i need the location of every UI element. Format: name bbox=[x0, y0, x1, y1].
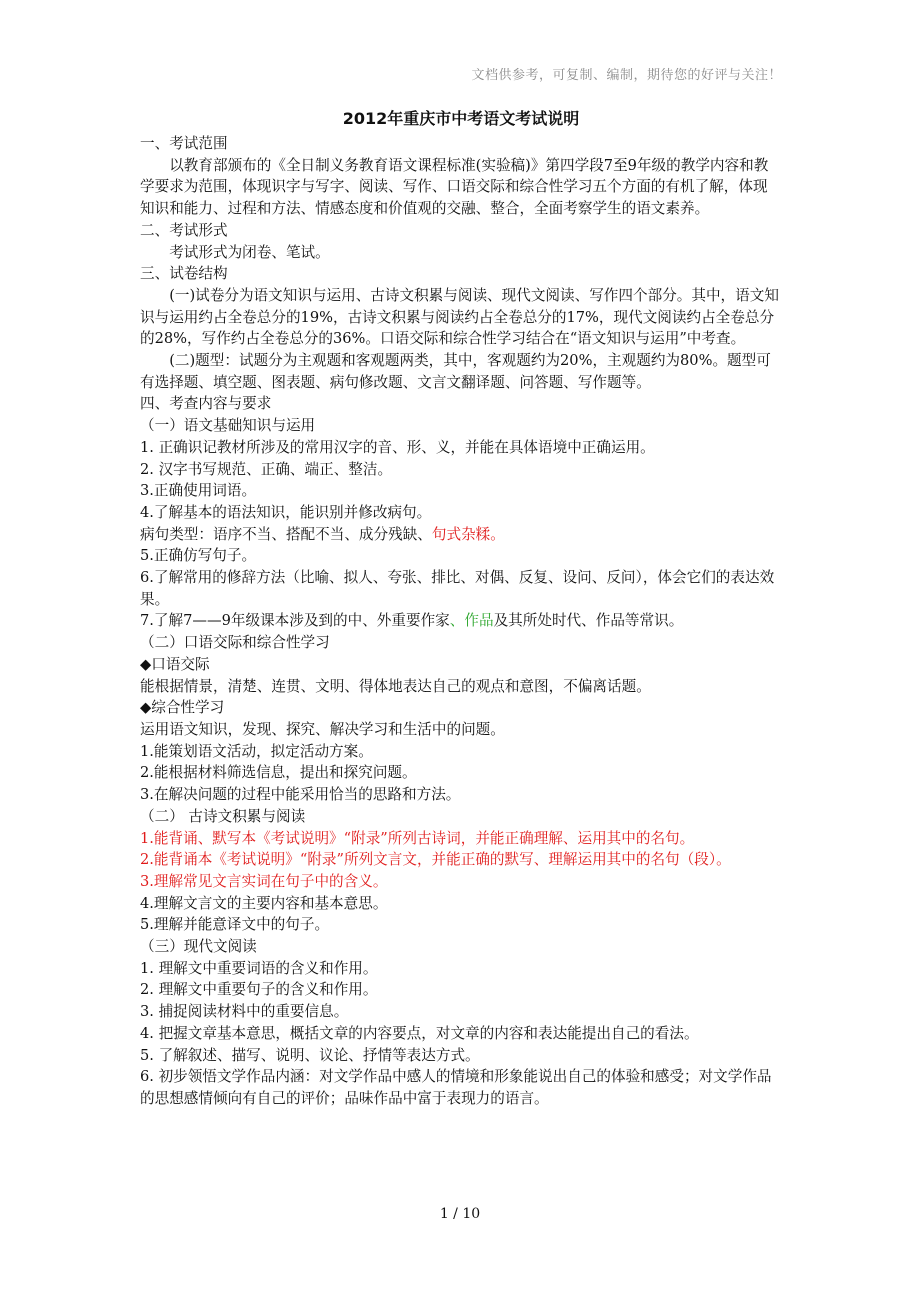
list-item: 2. 汉字书写规范、正确、端正、整洁。 bbox=[140, 460, 393, 478]
section-heading: 二、考试形式 bbox=[140, 221, 228, 239]
list-item-red: 2.能背诵本《考试说明》“附录”所列文言文，并能正确的默写、理解运用其中的名句（段）。 bbox=[140, 851, 731, 869]
list-item: 4.理解文言文的主要内容和基本意思。 bbox=[140, 894, 388, 912]
list-item bbox=[140, 610, 782, 632]
list-item: 5.正确仿写句子。 bbox=[140, 547, 257, 565]
paragraph: 考试形式为闭卷、笔试。 bbox=[169, 243, 330, 261]
list-item bbox=[140, 524, 782, 546]
list-item: 4.了解基本的语法知识，能识别并修改病句。 bbox=[140, 503, 432, 521]
bullet-heading: ◆综合性学习 bbox=[140, 699, 225, 717]
bullet-heading: ◆口语交际 bbox=[140, 655, 210, 673]
subsection-heading: （一）语文基础知识与运用 bbox=[140, 417, 316, 435]
subsection-heading: （三）现代文阅读 bbox=[140, 938, 257, 956]
section-heading: 四、考查内容与要求 bbox=[140, 395, 272, 413]
list-item: 6. 初步领悟文学作品内涵：对文学作品中感人的情境和形象能说出自己的体验和感受；对文学作品的思想感情倾向有自己的评价；品味作品中富于表现力的语言。 bbox=[140, 1068, 772, 1107]
subsection-heading: （二） 古诗文积累与阅读 bbox=[140, 807, 306, 825]
list-item: 5.理解并能意译文中的句子。 bbox=[140, 916, 330, 934]
paragraph: 能根据情景，清楚、连贯、文明、得体地表达自己的观点和意图，不偏离话题。 bbox=[140, 677, 651, 695]
section-heading: 一、考试范围 bbox=[140, 135, 228, 152]
list-item: 3. 捕捉阅读材料中的重要信息。 bbox=[140, 1003, 349, 1021]
list-item: 1. 理解文中重要词语的含义和作用。 bbox=[140, 959, 378, 977]
list-item: 5. 了解叙述、描写、说明、议论、抒情等表达方式。 bbox=[140, 1046, 480, 1064]
text-span: 及其所处时代、作品等常识。 bbox=[493, 612, 684, 630]
list-item: 3.在解决问题的过程中能采用恰当的思路和方法。 bbox=[140, 786, 461, 804]
subsection-heading: （二）口语交际和综合性学习 bbox=[140, 634, 330, 652]
list-item: 1.能策划语文活动，拟定活动方案。 bbox=[140, 742, 373, 760]
list-item: 1. 正确识记教材所涉及的常用汉字的音、形、义，并能在具体语境中正确运用。 bbox=[140, 438, 655, 456]
paragraph: (二)题型：试题分为主观题和客观题两类，其中，客观题约为20%，主观题约为80%。题型可有选择题、填空题、图表题、病句修改题、文言文翻译题、问答题、写作题等。 bbox=[140, 352, 771, 391]
paragraph: 运用语文知识，发现、探究、解决学习和生活中的问题。 bbox=[140, 720, 505, 738]
paragraph: (一)试卷分为语文知识与运用、古诗文积累与阅读、现代文阅读、写作四个部分。其中，语文知识与运用约占全卷总分的19%，古诗文积累与阅读约占全卷总分的17%，现代文阅读约占全卷总分的28%，写作约占全卷总分的36%。口语交际和综合性学习结合在“语文知识与运用”中考查。 bbox=[140, 286, 779, 348]
section-heading: 三、试卷结构 bbox=[140, 265, 228, 283]
text-span: 病句类型：语序不当、搭配不当、成分残缺、 bbox=[140, 525, 432, 543]
text-span: 7.了解7——9年级课本涉及到的中、外重要作家 bbox=[140, 612, 450, 630]
list-item: 2. 理解文中重要句子的含义和作用。 bbox=[140, 981, 378, 999]
list-item: 2.能根据材料筛选信息，提出和探究问题。 bbox=[140, 764, 417, 782]
list-item: 3.正确使用词语。 bbox=[140, 482, 257, 500]
list-item-red: 1.能背诵、默写本《考试说明》“附录”所列古诗词，并能正确理解、运用其中的名句。 bbox=[140, 829, 695, 847]
highlight-green-text: 、作品 bbox=[449, 612, 494, 630]
page-number: 1 / 10 bbox=[439, 1206, 481, 1222]
page-title: 2012年重庆市中考语文考试说明 bbox=[342, 109, 580, 128]
list-item: 6.了解常用的修辞方法（比喻、拟人、夸张、排比、对偶、反复、设问、反问），体会它们的表达效果。 bbox=[140, 569, 775, 608]
watermark-text: 文档供参考，可复制、编制，期待您的好评与关注！ bbox=[471, 68, 782, 83]
list-item-red: 3.理解常见文言实词在句子中的含义。 bbox=[140, 872, 388, 890]
paragraph: 以教育部颁布的《全日制义务教育语文课程标准(实验稿)》第四学段7至9年级的教学内容和教学要求为范围，体现识字与写字、阅读、写作、口语交际和综合性学习五个方面的有机了解，体现知识和能力、过程和方法、情感态度和价值观的交融、整合，全面考察学生的语文素养。 bbox=[140, 156, 769, 218]
highlight-red-text: 句式杂糅。 bbox=[431, 525, 505, 543]
document-body bbox=[140, 106, 782, 1110]
list-item: 4. 把握文章基本意思，概括文章的内容要点，对文章的内容和表达能提出自己的看法。 bbox=[140, 1024, 699, 1042]
